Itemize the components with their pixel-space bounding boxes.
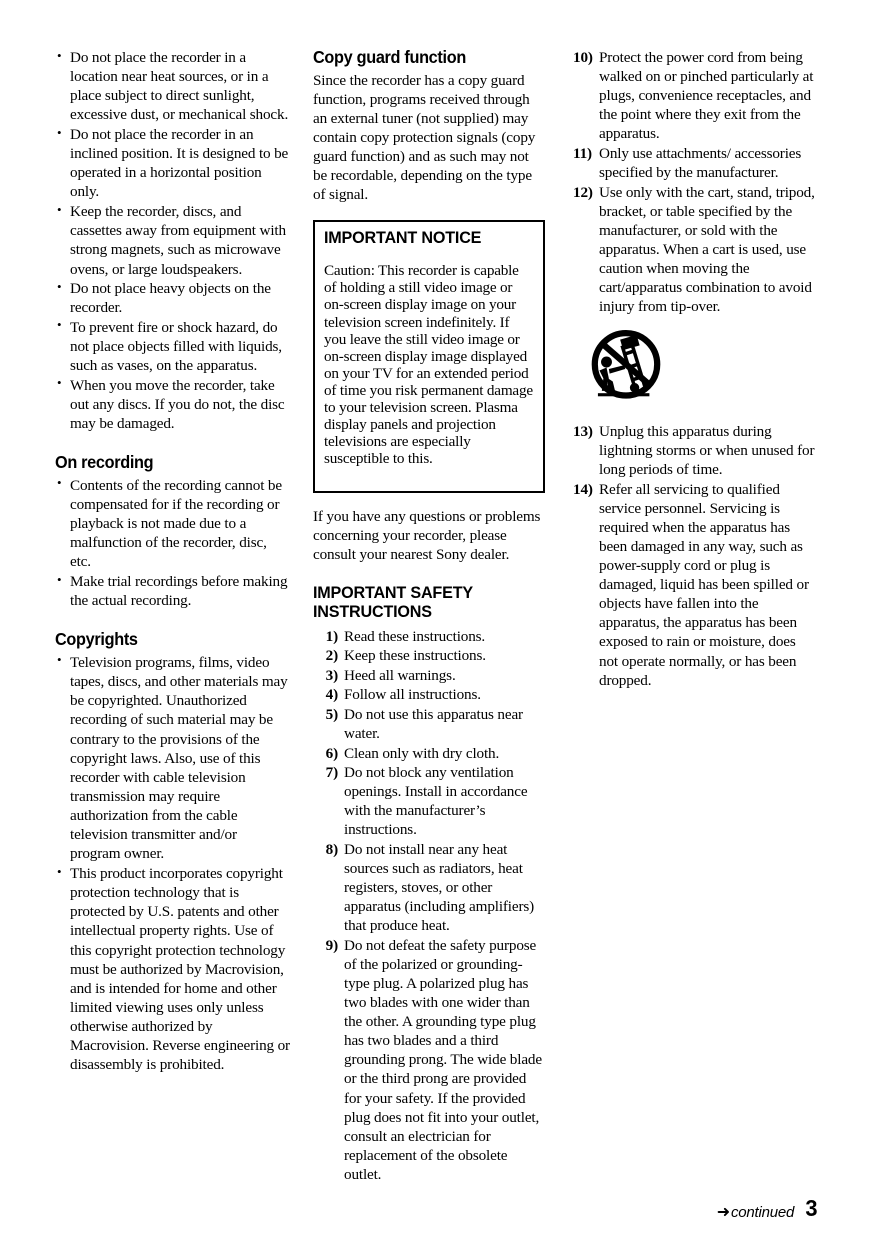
list-item (313, 666, 545, 685)
list-item (573, 48, 818, 143)
safety-instructions-list (313, 627, 545, 1184)
list-item-text: Protect the power cord from being walked on or pinched particularly at plugs, convenience receptacles, and the point where they exit from the apparatus. (599, 49, 814, 143)
list-item (313, 763, 545, 839)
list-item (573, 183, 818, 317)
list-item-number: 12) (573, 183, 593, 201)
list-item: • Make trial recordings before making the actual recording. (55, 572, 290, 610)
important-notice-body: Caution: This recorder is capable of holding a still video image or on-screen display image on your television screen indefinitely. If you leave the still video image or on-screen display image displayed on your TV for an extended period of time you risk permanent damage to your television screen. Plasma display panels and projection televisions are especially susceptible to this. (324, 262, 533, 467)
list-item-text: Only use attachments/ accessories specified by the manufacturer. (599, 144, 802, 181)
safety-instructions-list-continued-a (573, 48, 818, 316)
heading-copy-guard-function: Copy guard function (313, 47, 466, 67)
list-item-number: 8) (325, 840, 338, 858)
list-item-text: Keep these instructions. (344, 647, 486, 665)
list-item (313, 627, 545, 646)
list-item: • This product incorporates copyright protection technology that is protected by U.S. patents and other intellectual property rights. Use of this copyright protection technology must be authorized by Macrovision, and is intended for home and other limited viewing uses only unless otherwise authorized by Macrovision. Reverse engineering or disassembly is prohibited. (55, 864, 290, 1075)
list-item-text: Refer all servicing to qualified service personnel. Servicing is required when the apparatus has been damaged in any way, such as power-supply cord or plug is damaged, liquid has been spilled or objects have fallen into the apparatus, the apparatus has been exposed to rain or moisture, does not operate normally, or has been dropped. (599, 480, 809, 689)
list-item-text: Unplug this apparatus during lightning storms or when unused for long periods of time. (599, 423, 815, 479)
list-item: • Contents of the recording cannot be compensated for if the recording or playback is not made due to a malfunction of the recorder, disc, etc. (55, 476, 290, 572)
list-item-text: Do not block any ventilation openings. Install in accordance with the manufacturer’s instructions. (344, 764, 528, 839)
list-item-number: 3) (325, 666, 338, 684)
list-item-number: 6) (325, 744, 338, 762)
list-item-text: Do not use this apparatus near water. (344, 705, 523, 743)
list-item (313, 646, 545, 665)
list-item-number: 10) (573, 49, 593, 66)
list-item: • To prevent fire or shock hazard, do not place objects filled with liquids, such as vases, on the apparatus. (55, 318, 290, 375)
list-item-text: Clean only with dry cloth. (344, 744, 500, 762)
cart-tip-over-warning-icon (587, 330, 665, 408)
list-item-number: 9) (325, 936, 338, 954)
list-item-number: 1) (325, 627, 338, 645)
list-item (573, 422, 818, 479)
column-two (313, 48, 545, 1184)
list-item-number: 7) (325, 764, 338, 782)
list-item-text: Heed all warnings. (344, 666, 456, 684)
on-recording-list (55, 476, 290, 610)
list-item-number: 2) (325, 647, 338, 665)
page-number: 3 (805, 1195, 818, 1221)
heading-important-notice: IMPORTANT NOTICE (324, 227, 482, 247)
copy-guard-body: Since the recorder has a copy guard function, programs received through an external tuner (not supplied) may contain copy protection signals (copy guard function) and as such may not be recordable, depending on the type of signal. (313, 71, 536, 204)
page-footer (717, 1195, 818, 1222)
heading-copyrights: Copyrights (55, 629, 138, 650)
list-item-number: 11) (573, 144, 592, 162)
safety-instructions-list-continued-b (573, 422, 818, 690)
right-arrow-icon: ➜ (716, 1204, 730, 1221)
list-item: • Do not place the recorder in a location near heat sources, or in a place subject to direct sunlight, excessive dust, or mechanical shock. (55, 48, 290, 125)
list-item-number: 13) (573, 423, 593, 441)
copyrights-list (55, 653, 290, 1075)
list-item (573, 480, 818, 690)
list-item-text: Do not defeat the safety purpose of the polarized or grounding-type plug. A polarized plug has two blades with one wider than the other. A grounding type plug has two blades and a third grounding prong. The wide blade or the third prong are provided for your safety. If the provided plug does not fit into your outlet, consult an electrician for replacement of the obsolete outlet. (344, 936, 542, 1183)
continued-label (717, 1204, 794, 1221)
important-notice-box (313, 220, 545, 493)
list-item (313, 840, 545, 935)
column-one (55, 48, 290, 1075)
list-item-number: 4) (325, 686, 338, 704)
list-item (313, 744, 545, 763)
placement-precautions-list (55, 48, 290, 433)
list-item: • Keep the recorder, discs, and cassettes away from equipment with strong magnets, such as microwave ovens, or large loudspeakers. (55, 202, 290, 279)
list-item (573, 144, 818, 182)
list-item-text: Do not install near any heat sources such as radiators, heat registers, stoves, or other apparatus (including amplifiers) that produce heat. (344, 840, 535, 935)
list-item: • Do not place heavy objects on the recorder. (55, 279, 290, 317)
dealer-contact-note: If you have any questions or problems concerning your recorder, please consult your nearest Sony dealer. (313, 507, 541, 564)
heading-on-recording: On recording (55, 452, 154, 473)
list-item-number: 14) (573, 480, 593, 498)
list-item: • When you move the recorder, take out any discs. If you do not, the disc may be damaged. (55, 376, 290, 433)
list-item: • Do not place the recorder in an inclined position. It is designed to be operated in a horizontal position only. (55, 125, 290, 202)
list-item: • Television programs, films, video tapes, discs, and other materials may be copyrighted. Unauthorized recording of such material may be contrary to the provisions of the copyright laws. Also, use of this recorder with cable television transmission may require authorization from the cable television transmitter and/or program owner. (55, 653, 290, 864)
list-item-text: Follow all instructions. (344, 686, 481, 704)
continued-text: continued (730, 1203, 795, 1221)
list-item-text: Use only with the cart, stand, tripod, bracket, or table specified by the manufacturer, or sold with the apparatus. When a cart is used, use caution when moving the cart/apparatus combination to avoid injury from tip-over. (599, 183, 815, 316)
list-item (313, 936, 545, 1184)
list-item-number: 5) (325, 705, 338, 723)
heading-important-safety-instructions: IMPORTANT SAFETY INSTRUCTIONS (313, 583, 473, 621)
list-item (313, 705, 545, 743)
column-three (573, 48, 818, 690)
list-item-text: Read these instructions. (344, 627, 486, 645)
list-item (313, 685, 545, 704)
